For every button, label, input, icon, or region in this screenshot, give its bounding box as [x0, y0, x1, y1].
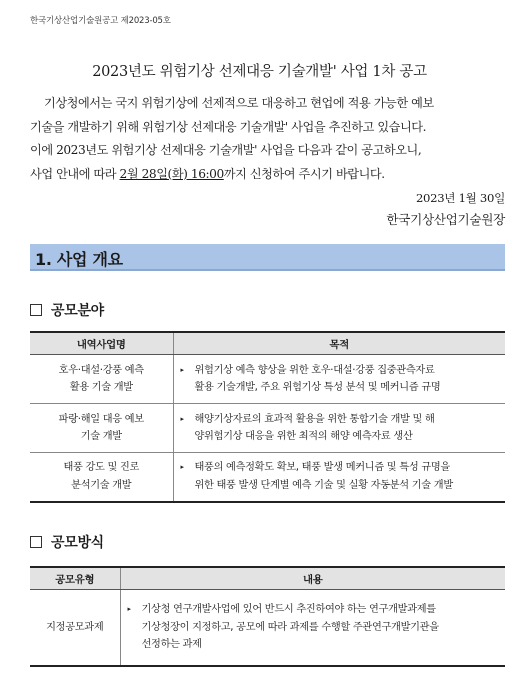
table-header-row — [30, 332, 505, 355]
program-name-cell — [30, 404, 173, 453]
intro-line: 기상청에서는 국지 위험기상에 선제적으로 대응하고 현업에 적용 가능한 예보 — [44, 96, 434, 110]
cell-line: 태풍 강도 및 진로 — [63, 462, 140, 474]
cell-line: 기술 개발 — [80, 431, 122, 442]
cell-line: 호우·대설·강풍 예측 — [58, 364, 144, 376]
type-cell: 지정공모과제 — [30, 590, 120, 666]
column-header: 내용 — [120, 567, 505, 590]
section-title: 1. 사업 개요 — [35, 250, 123, 269]
field-table — [30, 331, 505, 503]
announcement-date: 2023년 1월 30일 — [415, 191, 505, 205]
bullet-triangle-icon: ▸ — [180, 463, 184, 472]
column-header: 공모유형 — [30, 567, 120, 590]
bullet-triangle-icon: ▸ — [127, 605, 131, 613]
table-row — [30, 453, 505, 502]
cell-line: 위한 태풍 발생 단계별 예측 기술 및 실황 자동분석 기술 개발 — [194, 479, 453, 491]
program-name-cell — [30, 453, 173, 502]
program-name-cell — [30, 355, 173, 404]
deadline-text: 2월 28일(화) 16:00 — [119, 166, 224, 181]
intro-text: 까지 신청하여 주시기 바랍니다. — [223, 166, 385, 181]
cell-line: 양위험기상 대응을 위한 최적의 해양 예측자료 생산 — [194, 431, 413, 442]
subsection-title: 공모분야 — [51, 303, 104, 319]
purpose-cell — [173, 404, 505, 453]
checkbox-square-icon — [30, 304, 42, 316]
cell-line: 활용 기술개발, 주요 위험기상 특성 분석 및 메커니즘 규명 — [194, 382, 441, 393]
cell-line: 분석기술 개발 — [71, 479, 132, 491]
intro-paragraph — [30, 92, 506, 186]
cell-line: 위험기상 예측 향상을 위한 호우·대설·강풍 집중관측자료 — [194, 364, 435, 376]
cell-line: 활용 기술 개발 — [69, 382, 133, 393]
subsection-title: 공모방식 — [51, 535, 104, 551]
intro-line: 기술을 개발하기 위해 위험기상 선제대응 기술개발' 사업을 추진하고 있습니다. — [30, 119, 427, 134]
intro-text: 사업 안내에 따라 — [30, 166, 120, 181]
checkbox-square-icon — [30, 536, 42, 548]
purpose-cell — [173, 355, 505, 404]
cell-line: 기상청장이 지정하고, 공모에 따라 과제를 수행할 주관연구개발기관을 — [141, 621, 439, 633]
cell-line: 파랑·해일 대응 예보 — [58, 413, 144, 425]
intro-line — [30, 163, 506, 187]
cell-line: 선정하는 과제 — [141, 639, 202, 650]
column-header: 내역사업명 — [30, 332, 173, 355]
cell-line: 기상청 연구개발사업에 있어 반드시 추진하여야 하는 연구개발과제를 — [141, 604, 436, 615]
bullet-triangle-icon: ▸ — [180, 365, 184, 374]
column-header: 목적 — [173, 332, 505, 355]
document-number: 한국기상산업기술원공고 제2023-05호 — [30, 16, 171, 26]
organization-name: 한국기상산업기술원장 — [386, 212, 505, 227]
intro-line: 이에 2023년도 위험기상 선제대응 기술개발' 사업을 다음과 같이 공고하오니, — [30, 143, 422, 157]
announcement-title: 2023년도 위험기상 선제대응 기술개발' 사업 1차 공고 — [92, 64, 427, 80]
table-row — [30, 404, 505, 453]
subsection-heading — [30, 300, 104, 320]
table-header-row — [30, 567, 505, 590]
table-row — [30, 355, 505, 404]
cell-line: 해양기상자료의 효과적 활용을 위한 통합기술 개발 및 해 — [194, 413, 435, 425]
table-row — [30, 590, 505, 666]
purpose-cell — [173, 453, 505, 502]
section-header — [30, 244, 505, 271]
method-table — [30, 566, 505, 667]
subsection-heading — [30, 532, 104, 552]
content-cell — [120, 590, 505, 666]
cell-line: 태풍의 예측정확도 확보, 태풍 발생 메커니즘 및 특성 규명을 — [194, 462, 450, 474]
bullet-triangle-icon: ▸ — [180, 414, 184, 423]
